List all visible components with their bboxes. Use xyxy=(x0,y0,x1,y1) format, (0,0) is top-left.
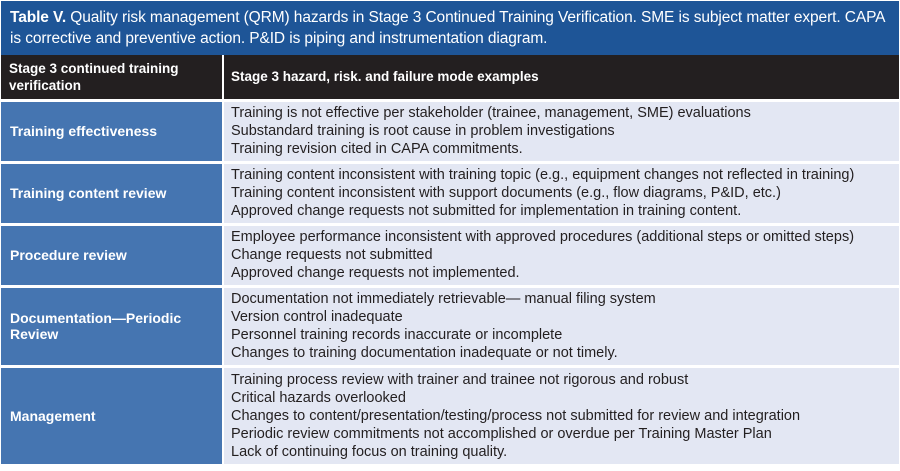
example-line: Critical hazards overlooked xyxy=(231,389,406,406)
example-line: Documentation not immediately retrievable— manual filing system xyxy=(231,291,656,307)
hazards-table xyxy=(1,55,899,464)
table-header-row xyxy=(1,55,899,100)
example-line: Periodic review commitments not accomplished or overdue per Training Master Plan xyxy=(231,425,772,442)
table-row xyxy=(1,286,899,366)
row-category: Training content review xyxy=(1,162,223,224)
example-line: Approved change requests not implemented. xyxy=(231,265,520,281)
row-examples xyxy=(223,286,899,366)
row-examples xyxy=(223,366,899,464)
example-line: Training revision cited in CAPA commitments. xyxy=(231,141,523,157)
qrm-table-figure xyxy=(1,1,899,469)
example-line: Employee performance inconsistent with approved procedures (additional steps or omitted steps) xyxy=(231,229,855,245)
example-line: Training content inconsistent with training topic (e.g., equipment changes not reflected in training) xyxy=(231,167,855,183)
table-row xyxy=(1,224,899,286)
table-row xyxy=(1,366,899,464)
example-line: Lack of continuing focus on training quality. xyxy=(231,443,508,460)
example-line: Changes to content/presentation/testing/process not submitted for review and integration xyxy=(231,407,801,424)
example-line: Version control inadequate xyxy=(231,309,403,325)
table-body xyxy=(1,100,899,464)
table-caption xyxy=(1,1,899,55)
table-row xyxy=(1,162,899,224)
row-category: Procedure review xyxy=(1,224,223,286)
caption-label: Table V. xyxy=(10,9,67,26)
row-category: Documentation—Periodic Review xyxy=(1,286,223,366)
row-examples xyxy=(223,162,899,224)
example-line: Substandard training is root cause in problem investigations xyxy=(231,123,615,139)
example-line: Personnel training records inaccurate or incomplete xyxy=(231,327,563,343)
example-line: Change requests not submitted xyxy=(231,247,433,263)
example-line: Approved change requests not submitted for implementation in training content. xyxy=(231,203,742,219)
example-line: Training process review with trainer and trainee not rigorous and robust xyxy=(231,371,689,388)
example-line: Changes to training documentation inadequate or not timely. xyxy=(231,345,618,361)
row-examples xyxy=(223,100,899,162)
row-examples xyxy=(223,224,899,286)
row-category: Management xyxy=(1,366,223,464)
column-header-stage: Stage 3 continued training verification xyxy=(1,55,223,100)
example-line: Training is not effective per stakeholder (trainee, management, SME) evaluations xyxy=(231,105,751,121)
row-category: Training effectiveness xyxy=(1,100,223,162)
column-header-hazards: Stage 3 hazard, risk. and failure mode examples xyxy=(223,55,899,100)
table-row xyxy=(1,100,899,162)
caption-text: Quality risk management (QRM) hazards in Stage 3 Continued Training Verification. SME is subject matter expert. CAPA is corrective and preventive action. P&ID is piping and instrumentation diagram. xyxy=(10,9,885,47)
example-line: Training content inconsistent with support documents (e.g., flow diagrams, P&ID, etc.) xyxy=(231,185,781,201)
